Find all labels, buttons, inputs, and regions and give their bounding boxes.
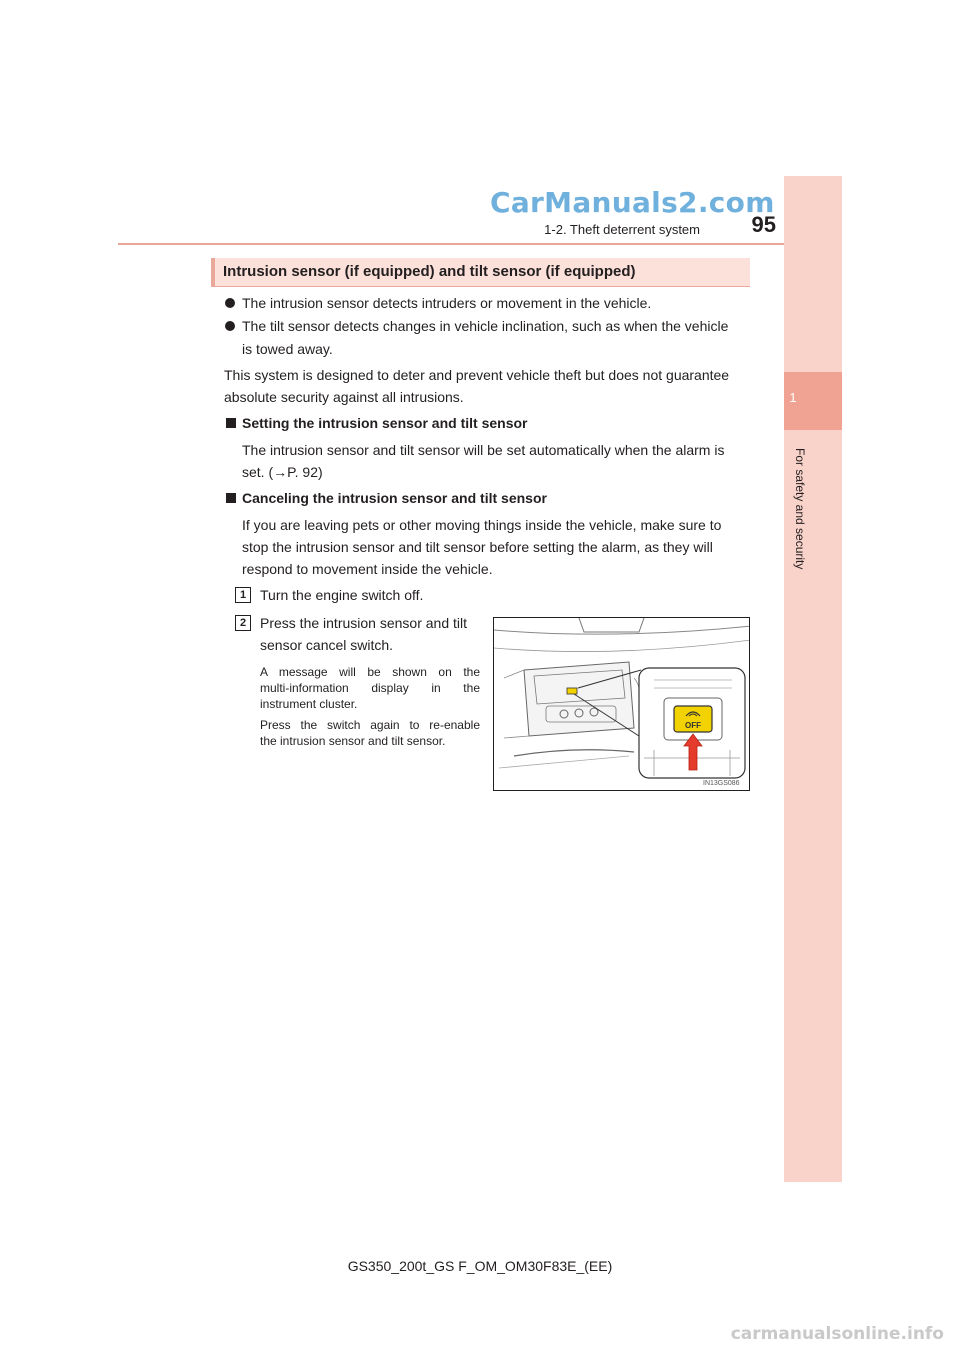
canceling-body-2: stop the intrusion sensor and tilt sensor before setting the alarm, as they will [242, 539, 713, 555]
step-number-1: 1 [235, 587, 251, 603]
chapter-number: 1 [789, 390, 797, 405]
cancel-switch-illustration [493, 617, 750, 791]
bullet-text-2: The tilt sensor detects changes in vehicle inclination, such as when the vehicle [242, 318, 729, 334]
intro-line-2: absolute security against all intrusions. [224, 389, 464, 405]
canceling-body-1: If you are leaving pets or other moving things inside the vehicle, make sure to [242, 517, 722, 533]
step-1-text: Turn the engine switch off. [260, 587, 424, 603]
note-1-line-1: A message will be shown on the [260, 665, 480, 679]
bullet-dot-icon [225, 298, 235, 308]
bullet-text-1: The intrusion sensor detects intruders or movement in the vehicle. [242, 295, 652, 311]
section-header: 1-2. Theft deterrent system [544, 222, 700, 237]
square-bullet-icon [226, 418, 236, 428]
step-2-text-2: sensor cancel switch. [260, 637, 394, 653]
step-2-text-1: Press the intrusion sensor and tilt [260, 615, 467, 631]
title-accent [211, 258, 215, 286]
note-1-line-3: instrument cluster. [260, 697, 358, 711]
watermark-bottom: carmanualsonline.info [730, 1324, 944, 1344]
bullet-dot-icon [225, 321, 235, 331]
chapter-title: For safety and security [793, 448, 807, 570]
section-title-bar [211, 258, 750, 287]
illustration-code: IN13GS086 [703, 780, 740, 787]
watermark-top: CarManuals2.com [490, 186, 775, 219]
note-2-line-1: Press the switch again to re-enable [260, 718, 480, 732]
intro-line-1: This system is designed to deter and prevent vehicle theft but does not guarantee [224, 367, 730, 383]
step-number-2: 2 [235, 615, 251, 631]
setting-heading: Setting the intrusion sensor and tilt sensor [242, 415, 528, 431]
setting-body-1: The intrusion sensor and tilt sensor will be set automatically when the alarm is [242, 442, 725, 458]
page-number: 95 [751, 212, 776, 237]
section-title: Intrusion sensor (if equipped) and tilt sensor (if equipped) [223, 263, 636, 280]
square-bullet-icon [226, 493, 236, 503]
side-band [784, 176, 842, 1182]
overhead-console-drawing [494, 618, 750, 791]
canceling-body-3: respond to movement inside the vehicle. [242, 561, 493, 577]
setting-body-2: set. (→P. 92) [242, 464, 323, 480]
note-1-line-2: multi-information display in the [260, 681, 480, 695]
canceling-heading: Canceling the intrusion sensor and tilt sensor [242, 490, 547, 506]
header-rule [118, 243, 842, 245]
note-2-line-2: the intrusion sensor and tilt sensor. [260, 734, 446, 748]
bullet-text-2-cont: is towed away. [242, 341, 333, 357]
footer-document-code: GS350_200t_GS F_OM_OM30F83E_(EE) [347, 1258, 613, 1274]
switch-label: OFF [685, 721, 701, 730]
